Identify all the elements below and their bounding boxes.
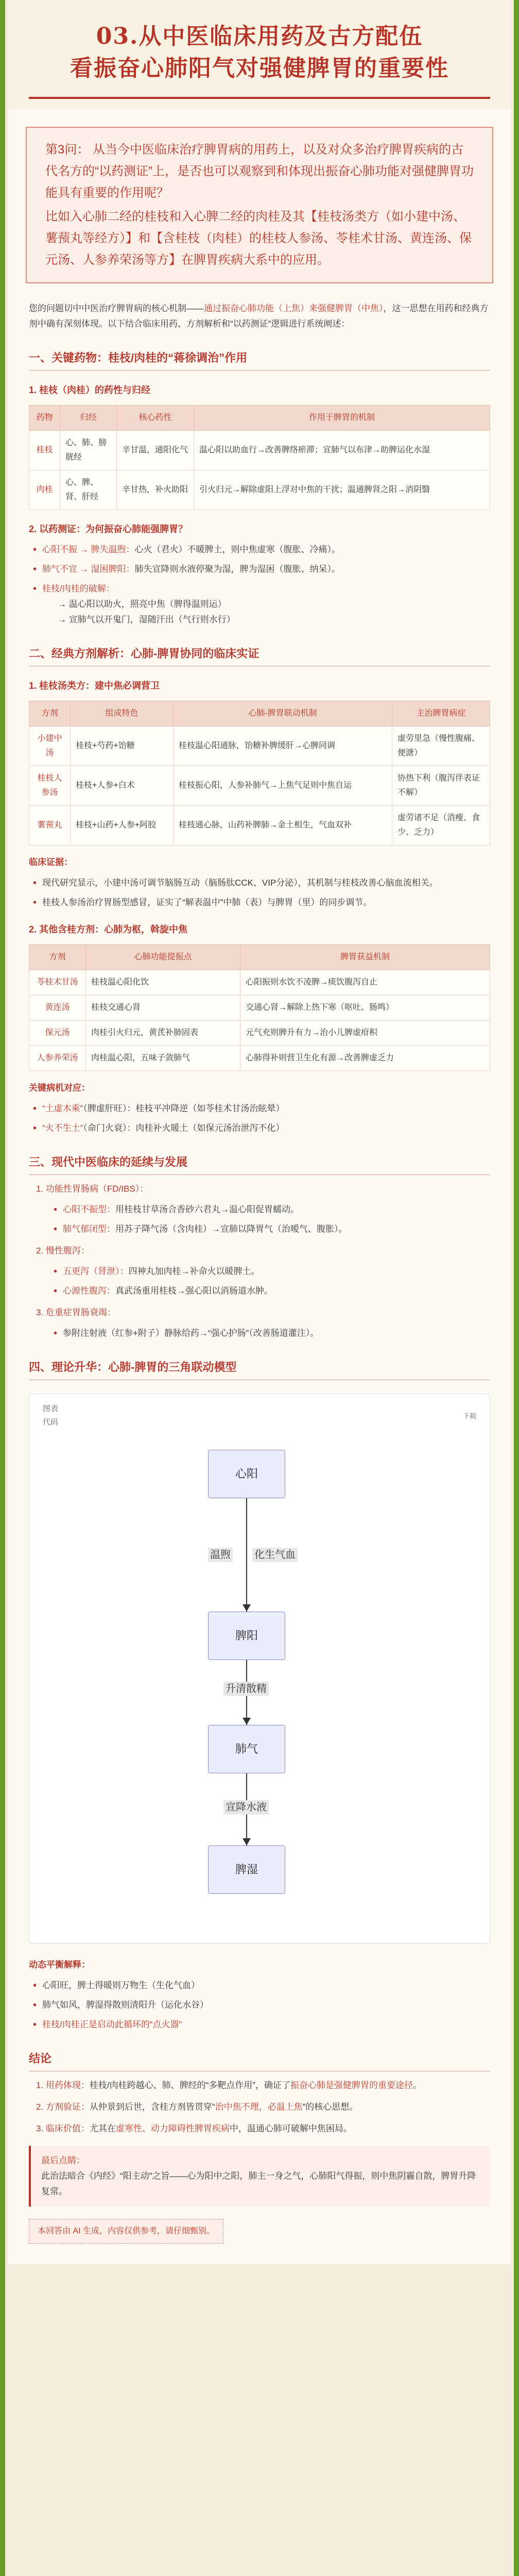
list-item: • 桂枝/肉桂正是启动此循环的“点火器” — [29, 2017, 490, 2032]
table-row — [29, 431, 490, 470]
formula-col-disease: 主治脾胃病症 — [392, 701, 490, 726]
final-summary-text: 此治法暗合《内经》“阳主动”之旨——心为阳中之阳，肺主一身之气，心肺阳气得振，则中焦阴霾自散，脾胃升降复常。 — [41, 2171, 476, 2196]
herb-nature: 辛甘温，通阳化气 — [117, 431, 194, 470]
formula-col-name: 方剂 — [29, 701, 71, 726]
clinical-head: 1. 功能性胃肠病（FD/IBS）： — [36, 1184, 149, 1194]
conclusion-list — [29, 2078, 490, 2137]
section-4-title: 四、理论升华：心肺-脾胃的三角联动模型 — [29, 1360, 490, 1380]
list-item: • 现代研究显示，小建中汤可调节脑肠互动（脑肠肽CCK、VIP分泌），其机制与桂枝改善心脑血流相关。 — [29, 875, 490, 891]
table-row — [29, 806, 490, 845]
conclusion-title: 结论 — [29, 2051, 490, 2072]
formula-name: 桂枝人参汤 — [29, 766, 71, 806]
list-item — [36, 2078, 490, 2093]
title-line-1: 03.从中医临床用药及古方配伍 — [96, 23, 423, 49]
article-card — [8, 0, 511, 2264]
list-item — [29, 562, 490, 577]
clinical-sublist — [49, 1202, 490, 1237]
list-item: • 桂枝人参汤治疗胃肠型感冒，证实了“解表温中”中肺（表）与脾胃（里）的同步调节。 — [29, 895, 490, 910]
herb-col-mechanism: 作用于脾胃的机制 — [194, 405, 490, 431]
ai-disclaimer: 本回答由 AI 生成，内容仅供参考，请仔细甄别。 — [29, 2219, 223, 2244]
question-paragraph-1: 第3问： 从当今中医临床治疗脾胃病的用药上，以及对众多治疗脾胃疾病的古代名方的“以药测证”上，是否也可以观察到和体现出振奋心肺功能对强健脾胃功能具有重要的作用呢？ — [45, 143, 474, 200]
list-item: • 肺气如风，脾湿得散则清阳升（运化水谷） — [29, 1997, 490, 2013]
conclusion-tail: ”的核心思想。 — [302, 2102, 358, 2112]
clinical-text: 用苏子降气汤（含肉桂）→宣肺以降胃气（治嗳气、腹胀）。 — [115, 1224, 348, 1234]
herb-mechanism: 温心阳以助血行→改善脾络瘀滞；宣肺气以布津→助脾运化水湿 — [194, 431, 490, 470]
question-box — [26, 127, 493, 283]
formula-gain: 心肺得补则营卫生化有源→改善脾虚乏力 — [240, 1046, 490, 1071]
formula-composition: 桂枝+山药+人参+阿胶 — [71, 806, 174, 845]
node-spleen-damp: 脾湿 — [208, 1845, 285, 1894]
other-formula-header-row — [29, 945, 490, 970]
pathology-text: 肺失宣降则水液停聚为湿，脾为湿困（腹胀、纳呆）。 — [134, 564, 340, 574]
pathology-key: 肺气不宣 → 湿困脾阳： — [42, 564, 135, 574]
conclusion-tail: 中，温通心肺可破解中焦困局。 — [229, 2124, 352, 2133]
logic-line: → 温心阳以助火，照亮中焦（脾得温则运） — [58, 599, 227, 609]
dynamic-balance-list — [29, 1978, 490, 2032]
conclusion-tail: 。 — [412, 2080, 422, 2090]
edge-label: 宣降水液 — [223, 1800, 269, 1815]
formula-name: 人参养荣汤 — [29, 1046, 86, 1071]
list-item: • 心阳旺，脾土得暖则万物生（生化气血） — [29, 1978, 490, 1993]
conclusion-highlight: 治中焦不理，必温上焦 — [215, 2102, 303, 2112]
formula-name: 黄连汤 — [29, 995, 86, 1021]
conclusion-highlight: 虚寒性、动力障碍性脾胃疾病 — [115, 2124, 230, 2133]
list-item — [49, 1326, 490, 1341]
clinical-key: 心阳不振型： — [63, 1205, 115, 1214]
conclusion-key: 1. 用药体现： — [36, 2080, 90, 2090]
table-row — [29, 995, 490, 1021]
formula-mechanism: 桂枝振心阳，人参补肺气→上焦气足则中焦自运 — [174, 766, 392, 806]
list-item — [29, 581, 490, 628]
section-3-title: 三、现代中医临床的延续与发展 — [29, 1155, 490, 1175]
node-spleen-yang: 脾阳 — [208, 1612, 285, 1660]
conclusion-text: 桂枝/肉桂跨越心、肺、脾经的“多靶点作用”，确证了 — [89, 2080, 290, 2090]
edge-arrow-icon — [243, 1718, 251, 1725]
formula-name: 小建中汤 — [29, 726, 71, 766]
formula-mechanism: 桂枝通心脉，山药补脾肺→金土相生，气血双补 — [174, 806, 392, 845]
key-term: “火不生土” — [42, 1123, 83, 1133]
question-paragraph-2: 比如入心肺二经的桂枝和入心脾二经的肉桂及其【桂枝汤类方（如小建中汤、薯蓣丸等经方）】和【含桂枝（肉桂）的桂枝人参汤、苓桂术甘汤、黄连汤、保元汤、人参养荣汤等方】在脾胃疾病大系中的应用。 — [45, 210, 472, 267]
herb-mechanism: 引火归元→解除虚阳上浮对中焦的干扰；温通脾肾之阳→消阴翳 — [194, 470, 490, 510]
section-2-sub-1: 1. 桂枝汤类方：建中焦必调营卫 — [29, 681, 160, 691]
herb-col-meridian: 归经 — [60, 405, 117, 431]
other-formula-table — [29, 944, 490, 1071]
other-col-point: 心肺功能提振点 — [86, 945, 240, 970]
logic-line: → 宣肺气以开鬼门，湿随汗出（气行则水行） — [58, 615, 235, 624]
pathology-text: 心火（君火）不暖脾土，则中焦虚寒（腹胀、冷痛）。 — [134, 545, 340, 554]
formula-disease: 虚劳里急（慢性腹痛、便溏） — [392, 726, 490, 766]
formula-name: 保元汤 — [29, 1021, 86, 1046]
conclusion-text: 从仲景到后世，含桂方剂皆贯穿“ — [89, 2102, 215, 2112]
herb-meridian: 心、脾、肾、肝经 — [60, 470, 117, 510]
clinical-key: 五更泻（肾泄）： — [63, 1266, 129, 1276]
conclusion-key: 2. 方剂验证： — [36, 2102, 90, 2112]
title-divider — [29, 97, 490, 99]
list-item — [49, 1283, 490, 1299]
key-text: （脾虚肝旺）：桂枝平冲降逆（如苓桂术甘汤治眩晕） — [83, 1104, 285, 1113]
logic-title: 桂枝/肉桂的破解： — [42, 584, 115, 594]
clinical-text: 四神丸加肉桂→补命火以暖脾土。 — [128, 1266, 260, 1276]
flow-diagram — [151, 1450, 368, 1929]
list-item — [36, 2121, 490, 2137]
section-2-sub-2: 2. 其他含桂方剂：心肺为枢，斡旋中焦 — [29, 924, 188, 935]
clinical-head: 3. 危重症胃肠衰竭： — [36, 1308, 116, 1317]
formula-composition: 桂枝+芍药+饴糖 — [71, 726, 174, 766]
formula-gain: 心阳振则水饮不凌脾→痰饮腹泻自止 — [240, 970, 490, 995]
herb-nature: 辛甘热，补火助阳 — [117, 470, 194, 510]
edge-line — [246, 1498, 247, 1612]
herb-table — [29, 405, 490, 510]
formula-point: 肉桂引火归元，黄芪补肺固表 — [86, 1021, 240, 1046]
formula-table — [29, 701, 490, 845]
clinical-text: 用桂枝甘草汤合香砂六君丸→温心阳促胃蠕动。 — [115, 1205, 299, 1214]
section-2-title: 二、经典方剂解析：心肺-脾胃协同的临床实证 — [29, 646, 490, 667]
herb-name: 肉桂 — [29, 470, 60, 510]
list-item — [49, 1264, 490, 1279]
evidence-title: 临床证据： — [29, 857, 73, 867]
page-frame — [5, 0, 514, 2576]
key-term: “土虚木乘” — [42, 1104, 83, 1113]
dynamic-balance-title: 动态平衡解释： — [29, 1960, 90, 1970]
key-pathology-list — [29, 1101, 490, 1136]
clinical-sublist — [49, 1264, 490, 1299]
formula-disease: 协热下利（腹泻伴表证不解） — [392, 766, 490, 806]
edge-label: 升清散精 — [223, 1682, 269, 1696]
clinical-key: 肺气郁闭型： — [63, 1224, 115, 1234]
formula-point: 桂枝交通心肾 — [86, 995, 240, 1021]
node-heart-yang: 心阳 — [208, 1450, 285, 1498]
lead-highlight: 通过振奋心肺功能（上焦）来强健脾胃（中焦） — [204, 303, 384, 313]
other-col-gain: 脾胃获益机制 — [240, 945, 490, 970]
clinical-key: 心源性腹泻： — [63, 1286, 115, 1296]
formula-col-mechanism: 心肺-脾胃联动机制 — [174, 701, 392, 726]
herb-meridian: 心、肺、膀胱经 — [60, 431, 117, 470]
diagram-card — [29, 1394, 490, 1944]
final-summary-label: 最后点睛： — [41, 2156, 85, 2165]
node-lung-qi: 肺气 — [208, 1725, 285, 1773]
edge-label: 温煦 — [208, 1548, 233, 1562]
list-item — [49, 1202, 490, 1217]
herb-col-nature: 核心药性 — [117, 405, 194, 431]
section-1-title: 一、关键药物：桂枝/肉桂的“蒋徐调治”作用 — [29, 350, 490, 371]
herb-table-header-row — [29, 405, 490, 431]
evidence-list — [29, 875, 490, 910]
other-col-name: 方剂 — [29, 945, 86, 970]
key-pathology-title: 关键病机对应： — [29, 1083, 90, 1093]
article-header — [8, 0, 511, 109]
conclusion-key: 3. 临床价值： — [36, 2124, 90, 2133]
pathology-list — [29, 542, 490, 628]
list-item — [29, 1101, 490, 1116]
list-item — [36, 1181, 490, 1237]
formula-name: 薯蓣丸 — [29, 806, 71, 845]
section-1-sub-1: 1. 桂枝（肉桂）的药性与归经 — [29, 385, 151, 395]
list-item — [29, 542, 490, 557]
clinical-text: 真武汤重用桂枝→强心阳以消肠道水肿。 — [115, 1286, 273, 1296]
formula-mechanism: 桂枝温心阳通脉，饴糖补脾缓肝→心脾同调 — [174, 726, 392, 766]
pathology-key: 心阳不振 → 脾失温煦： — [42, 545, 135, 554]
lead-text-a: 您的问题切中中医治疗脾胃病的核心机制—— — [29, 303, 204, 313]
herb-col-drug: 药物 — [29, 405, 60, 431]
edge-arrow-icon — [243, 1604, 251, 1612]
table-row — [29, 726, 490, 766]
clinical-list — [29, 1181, 490, 1341]
lead-paragraph — [29, 301, 490, 332]
table-row — [29, 970, 490, 995]
herb-name: 桂枝 — [29, 431, 60, 470]
table-row — [29, 1021, 490, 1046]
formula-col-composition: 组成特色 — [71, 701, 174, 726]
edge-arrow-icon — [243, 1838, 251, 1845]
tab-code[interactable]: 代码 — [43, 1418, 59, 1427]
formula-disease: 虚劳诸不足（消瘦、食少、乏力） — [392, 806, 490, 845]
answer-body — [8, 301, 511, 2264]
lead-text-b: ，这一思想在用药和经典方剂中确有深刻体现。以下结合临床用药、方剂解析和“以药测证”逻辑进行系统阐述： — [29, 303, 489, 329]
final-summary — [29, 2146, 490, 2207]
formula-gain: 交通心肾→解除上热下寒（呕吐、肠鸣） — [240, 995, 490, 1021]
conclusion-highlight: 振奋心肺是强健脾胃的重要途径 — [290, 2080, 413, 2090]
table-row — [29, 1046, 490, 1071]
download-button[interactable]: 下载 — [462, 1412, 476, 1420]
formula-gain: 元气充则脾升有力→治小儿脾虚疳积 — [240, 1021, 490, 1046]
list-item — [36, 1243, 490, 1299]
clinical-sublist — [49, 1326, 490, 1341]
tab-chart[interactable]: 图表 — [43, 1404, 59, 1413]
formula-composition: 桂枝+人参+白术 — [71, 766, 174, 806]
formula-point: 桂枝温心阳化饮 — [86, 970, 240, 995]
key-text: （命门火衰）：肉桂补火暖土（如保元汤治泄泻不化） — [83, 1123, 285, 1133]
list-item — [36, 2099, 490, 2115]
edge-label: 化生气血 — [252, 1548, 298, 1562]
section-1-sub-2: 2. 以药测证：为何振奋心肺能强脾胃？ — [29, 524, 188, 534]
clinical-text: 参附注射液（红参+附子）静脉给药→“强心护肠”（改善肠道灌注）。 — [63, 1328, 319, 1338]
clinical-head: 2. 慢性腹泻： — [36, 1246, 90, 1256]
formula-table-header-row — [29, 701, 490, 726]
conclusion-text: 尤其在 — [89, 2124, 116, 2133]
list-item — [49, 1222, 490, 1237]
list-item — [29, 1121, 490, 1136]
title-line-2: 看振奋心肺阳气对强健脾胃的重要性 — [70, 55, 449, 81]
formula-point: 肉桂温心阳，五味子敛肺气 — [86, 1046, 240, 1071]
table-row — [29, 766, 490, 806]
list-item — [36, 1305, 490, 1341]
formula-name: 苓桂术甘汤 — [29, 970, 86, 995]
table-row — [29, 470, 490, 510]
